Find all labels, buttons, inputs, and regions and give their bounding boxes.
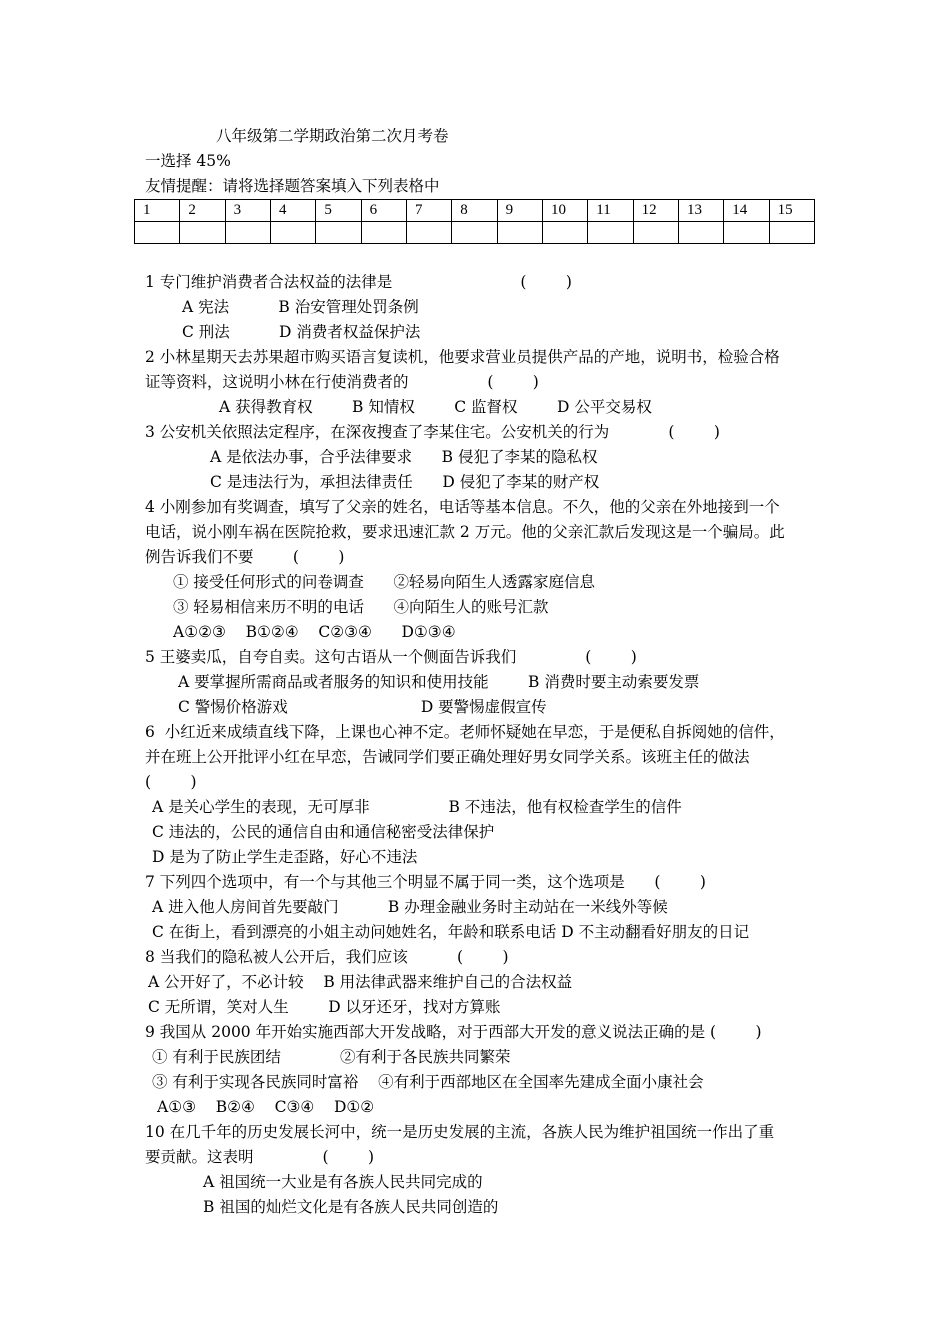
answer-table <box>134 199 815 244</box>
question-1-options-cd: C 刑法 D 消费者权益保护法 <box>182 323 421 341</box>
question-6-blank: ( ) <box>145 773 197 791</box>
answer-number-cell: 10 <box>542 200 587 222</box>
answer-number-cell: 15 <box>769 200 814 222</box>
answer-blank-cell[interactable] <box>724 222 769 244</box>
question-4-cont2: 例告诉我们不要 ( ) <box>145 548 345 566</box>
page-title: 八年级第二学期政治第二次月考卷 <box>216 127 449 145</box>
question-9-items-12: ① 有利于民族团结 ②有利于各民族共同繁荣 <box>152 1048 511 1066</box>
question-1: 1 专门维护消费者合法权益的法律是 ( ) <box>145 273 572 291</box>
question-9: 9 我国从 2000 年开始实施西部大开发战略，对于西部大开发的意义说法正确的是 ( ) <box>145 1023 762 1041</box>
question-8-options-cd: C 无所谓，笑对人生 D 以牙还牙，找对方算账 <box>148 998 501 1016</box>
answer-number-cell: 5 <box>316 200 361 222</box>
question-4-cont: 电话，说小刚车祸在医院抢救，要求迅速汇款 2 万元。他的父亲汇款后发现这是一个骗局。此 <box>145 523 785 541</box>
question-4-items-34: ③ 轻易相信来历不明的电话 ④向陌生人的账号汇款 <box>173 598 549 616</box>
question-2-options: A 获得教育权 B 知情权 C 监督权 D 公平交易权 <box>219 398 652 416</box>
answer-blank-cell[interactable] <box>135 222 180 244</box>
question-6-option-d: D 是为了防止学生走歪路，好心不违法 <box>152 848 418 866</box>
answer-number-cell: 9 <box>497 200 542 222</box>
question-5: 5 王婆卖瓜，自夸自卖。这句古语从一个侧面告诉我们 ( ) <box>145 648 637 666</box>
question-10: 10 在几千年的历史发展长河中，统一是历史发展的主流，各族人民为维护祖国统一作出了重 <box>145 1123 775 1141</box>
question-1-options-ab: A 宪法 B 治安管理处罚条例 <box>182 298 419 316</box>
question-6-option-c: C 违法的，公民的通信自由和通信秘密受法律保护 <box>152 823 495 841</box>
answer-number-cell: 12 <box>633 200 678 222</box>
answer-blank-cell[interactable] <box>452 222 497 244</box>
answer-number-row <box>135 200 815 222</box>
question-7-options-ab: A 进入他人房间首先要敲门 B 办理金融业务时主动站在一米线外等候 <box>152 898 668 916</box>
answer-number-cell: 3 <box>225 200 270 222</box>
answer-blank-cell[interactable] <box>316 222 361 244</box>
answer-blank-cell[interactable] <box>180 222 225 244</box>
question-6-cont: 并在班上公开批评小红在早恋，告诫同学们要正确处理好男女同学关系。该班主任的做法 <box>145 748 750 766</box>
answer-blank-cell[interactable] <box>225 222 270 244</box>
question-6-options-ab: A 是关心学生的表现，无可厚非 B 不违法，他有权检查学生的信件 <box>152 798 682 816</box>
question-10-option-a: A 祖国统一大业是有各族人民共同完成的 <box>203 1173 483 1191</box>
question-10-cont: 要贡献。这表明 ( ) <box>145 1148 374 1166</box>
answer-number-cell: 11 <box>588 200 633 222</box>
question-4: 4 小刚参加有奖调查，填写了父亲的姓名，电话等基本信息。不久，他的父亲在外地接到一个 <box>145 498 780 516</box>
answer-number-cell: 2 <box>180 200 225 222</box>
question-9-items-34: ③ 有利于实现各民族同时富裕 ④有利于西部地区在全国率先建成全面小康社会 <box>152 1073 704 1091</box>
question-4-options: A①②③ B①②④ C②③④ D①③④ <box>173 623 456 641</box>
answer-number-cell: 8 <box>452 200 497 222</box>
question-5-options-ab: A 要掌握所需商品或者服务的知识和使用技能 B 消费时要主动索要发票 <box>178 673 700 691</box>
question-2: 2 小林星期天去苏果超市购买语言复读机，他要求营业员提供产品的产地，说明书，检验合格 <box>145 348 780 366</box>
question-10-option-b: B 祖国的灿烂文化是有各族人民共同创造的 <box>203 1198 499 1216</box>
answer-blank-cell[interactable] <box>497 222 542 244</box>
answer-number-cell: 7 <box>406 200 451 222</box>
answer-blank-cell[interactable] <box>270 222 315 244</box>
question-3: 3 公安机关依照法定程序，在深夜搜查了李某住宅。公安机关的行为 ( ) <box>145 423 720 441</box>
question-8-options-ab: A 公开好了，不必计较 B 用法律武器来维护自己的合法权益 <box>148 973 573 991</box>
answer-number-cell: 6 <box>361 200 406 222</box>
question-3-options-ab: A 是依法办事，合乎法律要求 B 侵犯了李某的隐私权 <box>210 448 598 466</box>
answer-blank-cell[interactable] <box>678 222 723 244</box>
answer-number-cell: 13 <box>678 200 723 222</box>
answer-blank-cell[interactable] <box>633 222 678 244</box>
question-9-options: A①③ B②④ C③④ D①② <box>157 1098 375 1116</box>
answer-number-cell: 4 <box>270 200 315 222</box>
answer-blank-cell[interactable] <box>361 222 406 244</box>
question-5-options-cd: C 警惕价格游戏 D 要警惕虚假宣传 <box>178 698 547 716</box>
answer-blank-cell[interactable] <box>406 222 451 244</box>
answer-number-cell: 14 <box>724 200 769 222</box>
answer-blank-cell[interactable] <box>588 222 633 244</box>
answer-number-cell: 1 <box>135 200 180 222</box>
question-7: 7 下列四个选项中，有一个与其他三个明显不属于同一类，这个选项是 ( ) <box>145 873 706 891</box>
question-2-cont: 证等资料，这说明小林在行使消费者的 ( ) <box>145 373 539 391</box>
tip-text: 友情提醒：请将选择题答案填入下列表格中 <box>145 177 440 195</box>
section-heading: 一选择 45% <box>145 152 231 170</box>
answer-blank-row <box>135 222 815 244</box>
question-3-options-cd: C 是违法行为，承担法律责任 D 侵犯了李某的财产权 <box>210 473 600 491</box>
question-8: 8 当我们的隐私被人公开后，我们应该 ( ) <box>145 948 509 966</box>
question-6: 6 小红近来成绩直线下降，上课也心神不定。老师怀疑她在早恋，于是便私自拆阅她的信件， <box>145 723 785 741</box>
question-4-items-12: ① 接受任何形式的问卷调查 ②轻易向陌生人透露家庭信息 <box>173 573 595 591</box>
question-7-options-cd: C 在街上，看到漂亮的小姐主动问她姓名，年龄和联系电话 D 不主动翻看好朋友的日记 <box>152 923 750 941</box>
answer-blank-cell[interactable] <box>542 222 587 244</box>
answer-blank-cell[interactable] <box>769 222 814 244</box>
